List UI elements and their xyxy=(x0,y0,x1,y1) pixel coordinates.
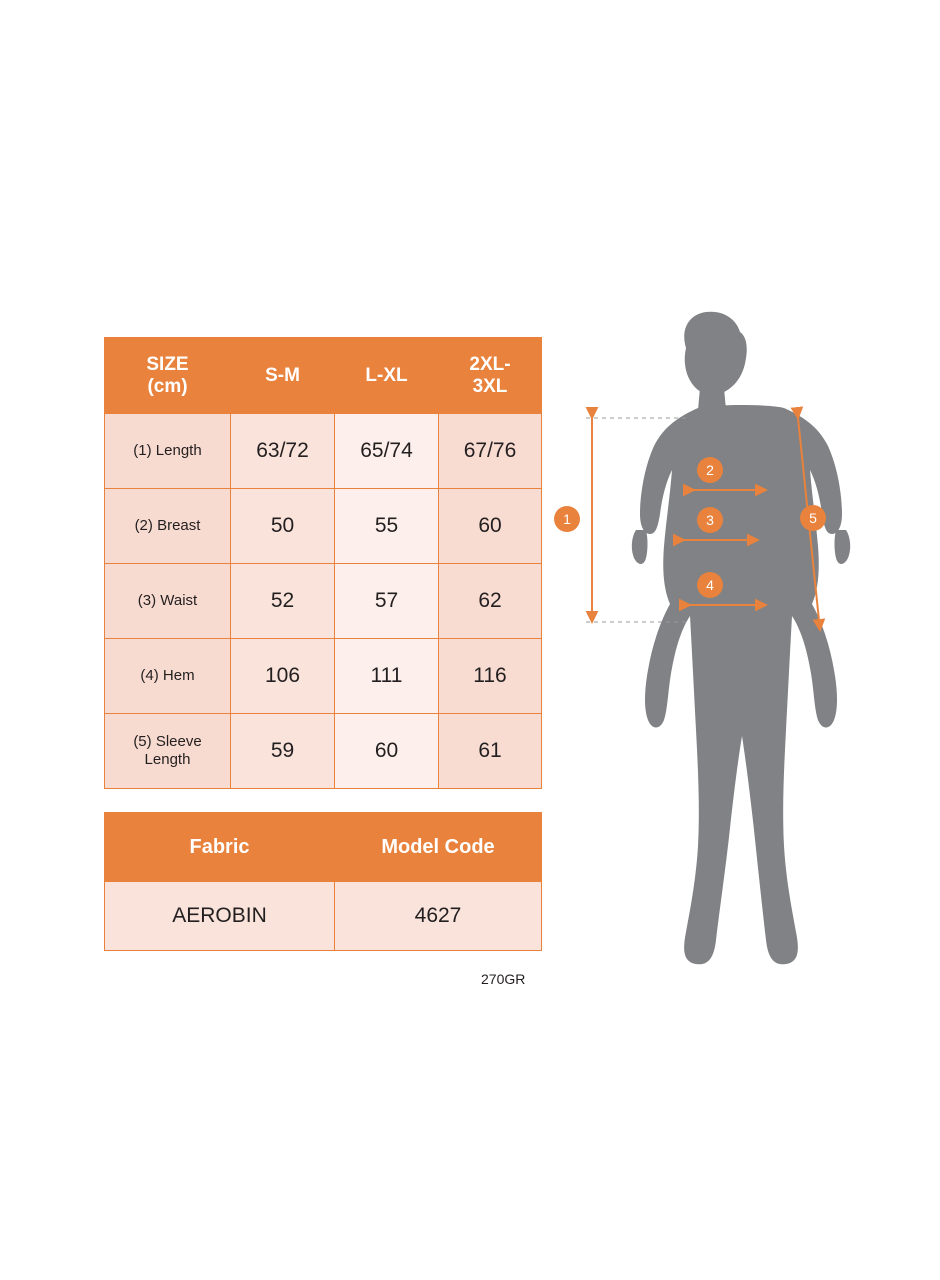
marker-5-sleeve-length: 5 xyxy=(800,505,826,531)
header-size-line1: SIZE xyxy=(146,353,189,375)
cell-hem-2xl-3xl: 116 xyxy=(439,639,542,714)
row-label-hem: (4) Hem xyxy=(105,639,231,714)
cell-sleeve-2xl-3xl: 61 xyxy=(439,714,542,789)
marker-1-length: 1 xyxy=(554,506,580,532)
cell-breast-s-m: 50 xyxy=(231,489,335,564)
marker-4-hem: 4 xyxy=(697,572,723,598)
cell-waist-s-m: 52 xyxy=(231,564,335,639)
cell-fabric-value: AEROBIN xyxy=(105,882,335,951)
cell-hem-l-xl: 111 xyxy=(335,639,439,714)
table-header-row xyxy=(105,338,542,414)
table-row xyxy=(105,489,542,564)
fabric-value-row xyxy=(105,882,542,951)
cell-length-2xl-3xl: 67/76 xyxy=(439,414,542,489)
cell-waist-l-xl: 57 xyxy=(335,564,439,639)
cell-hem-s-m: 106 xyxy=(231,639,335,714)
header-col-l-xl: L-XL xyxy=(335,338,439,414)
measurement-figure xyxy=(548,300,908,1000)
fabric-info-table xyxy=(104,812,542,951)
header-col-2xl-3xl-line1: 2XL- xyxy=(469,353,511,375)
table-row xyxy=(105,414,542,489)
row-label-sleeve-length xyxy=(105,714,231,789)
row-label-waist: (3) Waist xyxy=(105,564,231,639)
cell-breast-2xl-3xl: 60 xyxy=(439,489,542,564)
size-chart-table xyxy=(104,337,542,789)
female-silhouette-icon xyxy=(548,300,908,1000)
table-row xyxy=(105,714,542,789)
header-fabric: Fabric xyxy=(105,813,335,882)
marker-3-waist: 3 xyxy=(697,507,723,533)
row-label-sleeve-length-line2: Length xyxy=(144,751,191,768)
row-label-sleeve-length-line1: (5) Sleeve xyxy=(133,733,202,750)
fabric-header-row xyxy=(105,813,542,882)
row-label-length: (1) Length xyxy=(105,414,231,489)
table-row xyxy=(105,639,542,714)
cell-length-l-xl: 65/74 xyxy=(335,414,439,489)
fabric-weight-note: 270GR xyxy=(481,971,526,987)
row-label-breast: (2) Breast xyxy=(105,489,231,564)
header-col-2xl-3xl xyxy=(439,338,542,414)
table-row xyxy=(105,564,542,639)
cell-length-s-m: 63/72 xyxy=(231,414,335,489)
header-size xyxy=(105,338,231,414)
cell-model-code-value: 4627 xyxy=(335,882,542,951)
cell-breast-l-xl: 55 xyxy=(335,489,439,564)
header-col-2xl-3xl-line2: 3XL xyxy=(472,375,508,397)
marker-2-breast: 2 xyxy=(697,457,723,483)
cell-waist-2xl-3xl: 62 xyxy=(439,564,542,639)
cell-sleeve-l-xl: 60 xyxy=(335,714,439,789)
header-col-s-m: S-M xyxy=(231,338,335,414)
header-model-code: Model Code xyxy=(335,813,542,882)
header-size-line2: (cm) xyxy=(147,375,188,397)
cell-sleeve-s-m: 59 xyxy=(231,714,335,789)
